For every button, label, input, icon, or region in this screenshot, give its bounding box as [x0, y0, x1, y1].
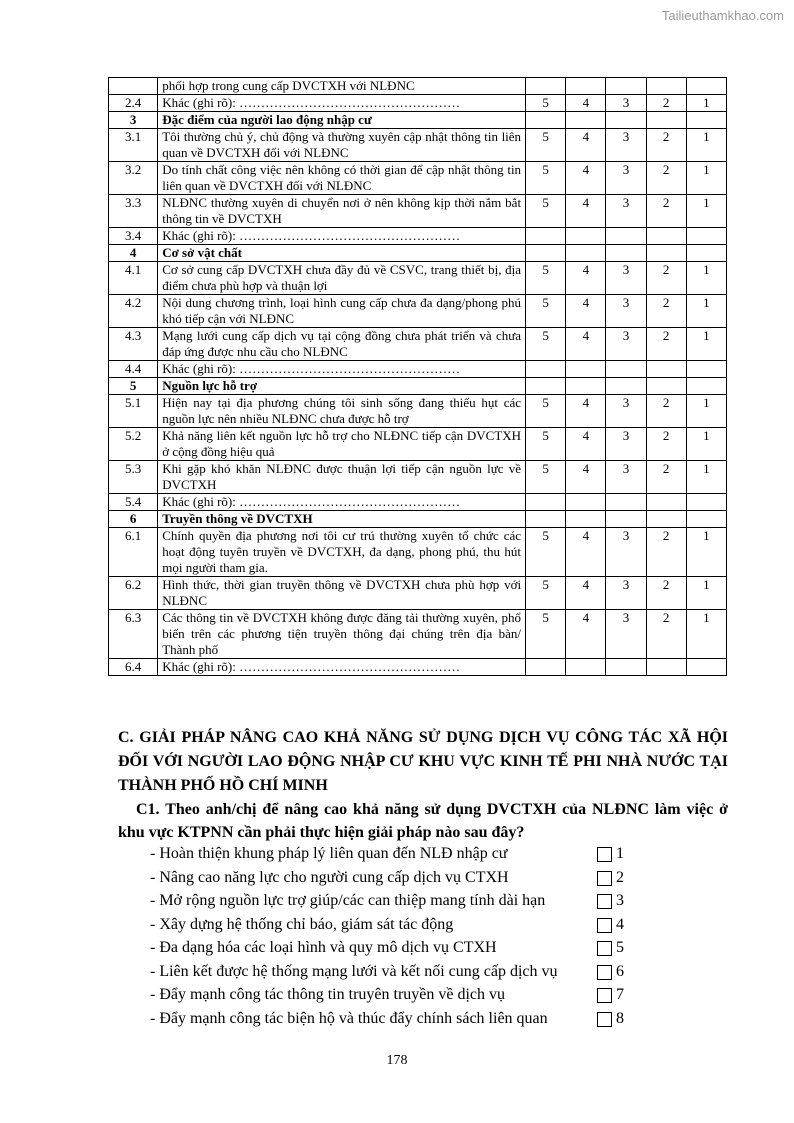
score-cell[interactable]: 5: [526, 528, 566, 577]
table-row: [109, 195, 727, 228]
row-number: 4.1: [109, 262, 158, 295]
score-cell[interactable]: 1: [686, 129, 726, 162]
table-row: [109, 228, 727, 245]
table-row: [109, 428, 727, 461]
option-code: 7: [616, 986, 624, 1003]
score-cell[interactable]: 2: [646, 195, 686, 228]
row-number: 5.3: [109, 461, 158, 494]
score-cell[interactable]: 3: [606, 295, 646, 328]
score-cell[interactable]: 4: [566, 195, 606, 228]
option-code: 2: [616, 868, 624, 886]
row-number: 2.4: [109, 95, 158, 112]
option-code: 4: [616, 915, 624, 933]
table-row: [109, 328, 727, 361]
score-cell[interactable]: 3: [606, 395, 646, 428]
option-label: - Hoàn thiện khung pháp lý liên quan đến NLĐ nhập cư: [150, 845, 508, 862]
row-number: 4.2: [109, 295, 158, 328]
score-cell[interactable]: 2: [646, 577, 686, 610]
score-cell[interactable]: 2: [646, 528, 686, 577]
row-text: Khác (ghi rõ): ……………………………………………: [158, 228, 526, 245]
row-number: [109, 78, 158, 95]
score-cell[interactable]: 5: [526, 577, 566, 610]
row-number: 5: [109, 378, 158, 395]
table-row: [109, 659, 727, 676]
score-cell[interactable]: 1: [686, 428, 726, 461]
option-code: 3: [616, 892, 624, 909]
score-cell[interactable]: 4: [566, 461, 606, 494]
row-text: Đặc điểm của người lao động nhập cư: [158, 112, 526, 129]
score-cell[interactable]: 4: [566, 295, 606, 328]
score-cell[interactable]: [526, 659, 566, 676]
score-cell[interactable]: [566, 511, 606, 528]
option-item: [150, 1007, 650, 1031]
row-number: 4: [109, 245, 158, 262]
score-cell[interactable]: [566, 228, 606, 245]
score-cell[interactable]: 3: [606, 461, 646, 494]
score-cell[interactable]: 4: [566, 528, 606, 577]
option-label: - Đẩy mạnh công tác thông tin truyên truyền về dịch vụ: [150, 986, 506, 1003]
row-number: 3.1: [109, 129, 158, 162]
score-cell[interactable]: 2: [646, 610, 686, 659]
score-cell[interactable]: 3: [606, 577, 646, 610]
score-cell[interactable]: [606, 659, 646, 676]
row-number: 3.2: [109, 162, 158, 195]
score-cell[interactable]: 4: [566, 395, 606, 428]
row-text: Khác (ghi rõ): ……………………………………………: [158, 659, 526, 676]
row-text: Tôi thường chủ ý, chủ động và thường xuyên cập nhật thông tin liên quan về DVCTXH đối với NLĐNC: [158, 129, 526, 162]
score-cell[interactable]: [566, 494, 606, 511]
row-text: Truyền thông về DVCTXH: [158, 511, 526, 528]
options-list: [150, 842, 650, 1030]
row-text: Khả năng liên kết nguồn lực hỗ trợ cho NLĐNC tiếp cận DVCTXH ở cộng đồng hiệu quả: [158, 428, 526, 461]
table-row: [109, 361, 727, 378]
option-checkbox[interactable]: [597, 988, 612, 1003]
score-cell[interactable]: [606, 112, 646, 129]
table-row: [109, 610, 727, 659]
row-number: 5.1: [109, 395, 158, 428]
score-cell[interactable]: 3: [606, 195, 646, 228]
score-cell[interactable]: 1: [686, 461, 726, 494]
section-c-heading: C. GIẢI PHÁP NÂNG CAO KHẢ NĂNG SỬ DỤNG DỊCH VỤ CÔNG TÁC XÃ HỘI ĐỐI VỚI NGƯỜI LAO ĐỘNG NHẬP CƯ KHU VỰC KINH TẾ PHI NHÀ NƯỚC TẠI THÀNH PHỐ HỒ CHÍ MINH: [118, 729, 728, 794]
row-text: phối hợp trong cung cấp DVCTXH với NLĐNC: [158, 78, 526, 95]
table-row: [109, 528, 727, 577]
score-cell[interactable]: 4: [566, 162, 606, 195]
table-row: [109, 112, 727, 129]
row-number: 6.1: [109, 528, 158, 577]
score-cell[interactable]: [566, 378, 606, 395]
score-cell[interactable]: 1: [686, 162, 726, 195]
score-cell[interactable]: [606, 245, 646, 262]
score-cell[interactable]: [646, 228, 686, 245]
table-row: [109, 95, 727, 112]
score-cell[interactable]: 4: [566, 577, 606, 610]
score-cell[interactable]: 5: [526, 262, 566, 295]
score-cell[interactable]: 5: [526, 395, 566, 428]
table-row: [109, 129, 727, 162]
score-cell[interactable]: 1: [686, 195, 726, 228]
survey-table-body: [109, 78, 727, 676]
score-cell[interactable]: 4: [566, 262, 606, 295]
score-cell[interactable]: 4: [566, 129, 606, 162]
row-text: Khi gặp khó khăn NLĐNC được thuận lợi tiếp cận nguồn lực về DVCTXH: [158, 461, 526, 494]
option-checkbox[interactable]: [597, 871, 612, 886]
row-text: Cơ sở vật chất: [158, 245, 526, 262]
score-cell[interactable]: [526, 511, 566, 528]
row-number: 6: [109, 511, 158, 528]
score-cell[interactable]: 2: [646, 262, 686, 295]
option-checkbox[interactable]: [597, 847, 612, 862]
option-item: [150, 866, 650, 890]
score-cell[interactable]: [566, 112, 606, 129]
score-cell[interactable]: 5: [526, 328, 566, 361]
score-cell[interactable]: 2: [646, 129, 686, 162]
score-cell[interactable]: 4: [566, 610, 606, 659]
table-row: [109, 245, 727, 262]
score-cell[interactable]: [686, 378, 726, 395]
score-cell[interactable]: 1: [686, 328, 726, 361]
score-cell[interactable]: 3: [606, 262, 646, 295]
option-label: - Mở rộng nguồn lực trợ giúp/các can thiệp mang tính dài hạn: [150, 892, 546, 909]
score-cell[interactable]: 2: [646, 95, 686, 112]
score-cell[interactable]: [606, 494, 646, 511]
score-cell[interactable]: [526, 378, 566, 395]
option-item: [150, 842, 650, 866]
row-text: Khác (ghi rõ): ……………………………………………: [158, 95, 526, 112]
score-cell[interactable]: 1: [686, 610, 726, 659]
score-cell[interactable]: [526, 78, 566, 95]
score-cell[interactable]: [526, 494, 566, 511]
score-cell[interactable]: [646, 494, 686, 511]
score-cell[interactable]: 3: [606, 328, 646, 361]
table-row: [109, 395, 727, 428]
row-number: 3.4: [109, 228, 158, 245]
score-cell[interactable]: [686, 659, 726, 676]
score-cell[interactable]: 2: [646, 295, 686, 328]
option-code: 8: [616, 1009, 624, 1027]
score-cell[interactable]: [526, 245, 566, 262]
row-number: 6.3: [109, 610, 158, 659]
option-item: [150, 913, 650, 937]
row-text: Hình thức, thời gian truyền thông về DVCTXH chưa phù hợp với NLĐNC: [158, 577, 526, 610]
page-number: 178: [386, 1053, 408, 1068]
row-text: Do tính chất công việc nên không có thời gian để cập nhật thông tin liên quan về DVCTXH đối với NLĐNC: [158, 162, 526, 195]
score-cell[interactable]: 2: [646, 328, 686, 361]
score-cell[interactable]: 1: [686, 95, 726, 112]
row-text: Chính quyền địa phương nơi tôi cư trú thường xuyên tổ chức các hoạt động tuyên truyền về DVCTXH, đa dạng, phong phú, thu hút mọi người tham gia.: [158, 528, 526, 577]
row-text: Mạng lưới cung cấp dịch vụ tại cộng đồng chưa phát triển và chưa đáp ứng được nhu cầu cho NLĐNC: [158, 328, 526, 361]
score-cell[interactable]: [526, 361, 566, 378]
option-item: [150, 983, 650, 1007]
score-cell[interactable]: [686, 511, 726, 528]
table-row: [109, 78, 727, 95]
score-cell[interactable]: 3: [606, 129, 646, 162]
option-checkbox[interactable]: [597, 965, 612, 980]
score-cell[interactable]: 2: [646, 395, 686, 428]
option-label: - Liên kết được hệ thống mạng lưới và kết nối cung cấp dịch vụ: [150, 962, 558, 980]
row-text: NLĐNC thường xuyên di chuyển nơi ở nên không kịp thời nắm bắt thông tin về DVCTXH: [158, 195, 526, 228]
score-cell[interactable]: 1: [686, 577, 726, 610]
score-cell[interactable]: 4: [566, 328, 606, 361]
score-cell[interactable]: 5: [526, 295, 566, 328]
score-cell[interactable]: [646, 361, 686, 378]
score-cell[interactable]: [646, 78, 686, 95]
score-cell[interactable]: 5: [526, 461, 566, 494]
row-text: Cơ sở cung cấp DVCTXH chưa đầy đủ về CSVC, trang thiết bị, địa điểm chưa phù hợp và thuận lợi: [158, 262, 526, 295]
score-cell[interactable]: [646, 112, 686, 129]
score-cell[interactable]: [606, 361, 646, 378]
option-label: - Xây dựng hệ thống chỉ báo, giám sát tác động: [150, 915, 454, 933]
table-row: [109, 577, 727, 610]
score-cell[interactable]: 1: [686, 395, 726, 428]
option-code: 6: [616, 962, 624, 980]
option-label: - Đa dạng hóa các loại hình và quy mô dịch vụ CTXH: [150, 939, 497, 956]
row-number: 6.4: [109, 659, 158, 676]
row-number: 6.2: [109, 577, 158, 610]
score-cell[interactable]: [686, 494, 726, 511]
score-cell[interactable]: [686, 228, 726, 245]
score-cell[interactable]: 1: [686, 295, 726, 328]
option-label: - Đẩy mạnh công tác biện hộ và thúc đẩy chính sách liên quan: [150, 1009, 548, 1027]
row-number: 3.3: [109, 195, 158, 228]
option-checkbox[interactable]: [597, 894, 612, 909]
score-cell[interactable]: [566, 361, 606, 378]
option-checkbox[interactable]: [597, 1012, 612, 1027]
score-cell[interactable]: 5: [526, 610, 566, 659]
score-cell[interactable]: 4: [566, 95, 606, 112]
row-number: 5.4: [109, 494, 158, 511]
option-code: 1: [616, 845, 624, 862]
score-cell[interactable]: 2: [646, 162, 686, 195]
row-text: Nội dung chương trình, loại hình cung cấp chưa đa dạng/phong phú khó tiếp cận với NLĐNC: [158, 295, 526, 328]
table-row: [109, 162, 727, 195]
row-text: Khác (ghi rõ): ……………………………………………: [158, 494, 526, 511]
score-cell[interactable]: [686, 245, 726, 262]
option-code: 5: [616, 939, 624, 956]
row-number: 3: [109, 112, 158, 129]
option-label: - Nâng cao năng lực cho người cung cấp dịch vụ CTXH: [150, 868, 509, 886]
score-cell[interactable]: [526, 112, 566, 129]
score-cell[interactable]: [646, 511, 686, 528]
score-cell[interactable]: [646, 378, 686, 395]
row-number: 5.2: [109, 428, 158, 461]
table-row: [109, 494, 727, 511]
question-c1: C1. Theo anh/chị để nâng cao khả năng sử dụng DVCTXH của NLĐNC làm việc ở khu vực KTPNN cần phải thực hiện giải pháp nào sau đây?: [118, 801, 728, 841]
score-cell[interactable]: [566, 78, 606, 95]
score-cell[interactable]: 5: [526, 428, 566, 461]
score-cell[interactable]: [606, 378, 646, 395]
option-checkbox[interactable]: [597, 918, 612, 933]
score-cell[interactable]: 3: [606, 162, 646, 195]
table-row: [109, 295, 727, 328]
score-cell[interactable]: 3: [606, 528, 646, 577]
score-cell[interactable]: [646, 245, 686, 262]
option-item: [150, 889, 650, 913]
score-cell[interactable]: 1: [686, 528, 726, 577]
score-cell[interactable]: [606, 228, 646, 245]
score-cell[interactable]: [606, 511, 646, 528]
score-cell[interactable]: [566, 659, 606, 676]
survey-table: [108, 77, 727, 676]
option-item: [150, 960, 650, 984]
row-number: 4.4: [109, 361, 158, 378]
watermark: Tailieuthamkhao.com: [661, 8, 784, 23]
score-cell[interactable]: [686, 78, 726, 95]
score-cell[interactable]: 2: [646, 428, 686, 461]
score-cell[interactable]: 5: [526, 195, 566, 228]
score-cell[interactable]: [566, 245, 606, 262]
score-cell[interactable]: [646, 659, 686, 676]
option-item: [150, 936, 650, 960]
row-text: Nguồn lực hỗ trợ: [158, 378, 526, 395]
option-checkbox[interactable]: [597, 941, 612, 956]
score-cell[interactable]: 3: [606, 428, 646, 461]
row-text: Các thông tin về DVCTXH không được đăng tải thường xuyên, phổ biến trên các phương tiện truyền thông đại chúng trên địa bàn/ Thành phố: [158, 610, 526, 659]
score-cell[interactable]: [686, 112, 726, 129]
score-cell[interactable]: [526, 228, 566, 245]
score-cell[interactable]: 2: [646, 461, 686, 494]
score-cell[interactable]: [606, 78, 646, 95]
score-cell[interactable]: 1: [686, 262, 726, 295]
row-number: 4.3: [109, 328, 158, 361]
row-text: Khác (ghi rõ): ……………………………………………: [158, 361, 526, 378]
score-cell[interactable]: [686, 361, 726, 378]
table-row: [109, 378, 727, 395]
score-cell[interactable]: 5: [526, 95, 566, 112]
score-cell[interactable]: 5: [526, 162, 566, 195]
score-cell[interactable]: 3: [606, 95, 646, 112]
score-cell[interactable]: 4: [566, 428, 606, 461]
score-cell[interactable]: 5: [526, 129, 566, 162]
table-row: [109, 262, 727, 295]
score-cell[interactable]: 3: [606, 610, 646, 659]
table-row: [109, 511, 727, 528]
row-text: Hiện nay tại địa phương chúng tôi sinh sống đang thiếu hụt các nguồn lực nên nhiều NLĐNC chưa được hỗ trợ: [158, 395, 526, 428]
table-row: [109, 461, 727, 494]
